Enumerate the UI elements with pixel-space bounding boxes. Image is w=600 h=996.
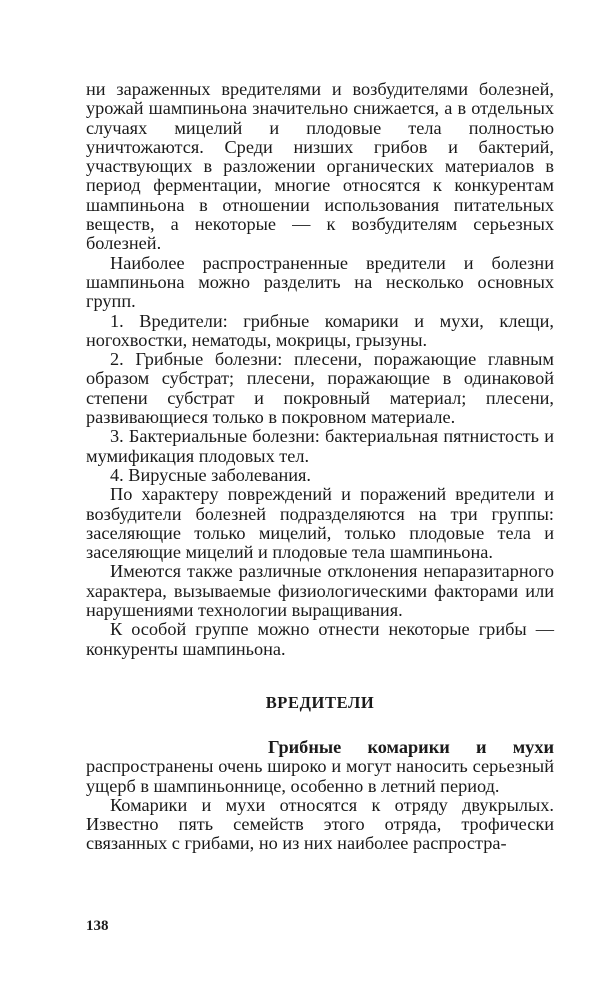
list-item-pests: 1. Вредители: грибные комарики и мухи, клещи, ногохвостки, нематоды, мокрицы, грызуны.	[86, 310, 554, 350]
page-number: 138	[86, 918, 109, 934]
list-item-fungal-diseases: 2. Грибные болезни: плесени, поражающие главным образом субстрат; плесени, поражающие в одинаковой степени субстрат и покровный материал; плесени, развивающиеся только в покровном материале.	[86, 349, 554, 428]
subsection-text: распространены очень широко и могут наносить серьезный ущерб в шампиньоннице, особенно в летний период.	[86, 756, 554, 796]
text-column	[86, 80, 554, 854]
paragraph-non-parasitic: Имеются также различные отклонения непаразитарного характера, вызываемые физиологическими факторами или нарушениями технологии выращивания.	[86, 561, 554, 621]
subsection-run-in-title: Грибные комарики и мухи	[268, 736, 554, 757]
paragraph-diptera: Комарики и мухи относятся к отряду двукрылых. Известно пять семейств этого отряда, трофически связанных с грибами, но из них наиболее распростра-	[86, 794, 554, 854]
paragraph-pest-groups-intro: Наиболее распространенные вредители и болезни шампиньона можно разделить на несколько основных групп.	[86, 252, 554, 312]
paragraph-subsection	[86, 738, 554, 796]
paragraph-continued: ни зараженных вредителями и возбудителями болезней, урожай шампиньона значительно снижается, а в отдельных случаях мицелий и плодовые тела полностью уничтожаются. Среди низших грибов и бактерий, участвующих в разложении органических материалов в период ферментации, многие относятся к конкурентам шампиньона в отношении использования питательных веществ, а некоторые — к возбудителям серьезных болезней.	[86, 79, 554, 254]
list-item-viral-diseases: 4. Вирусные заболевания.	[110, 464, 311, 485]
list-item-bacterial-diseases: 3. Бактериальные болезни: бактериальная пятнистость и мумификация плодовых тел.	[86, 426, 554, 466]
section-heading: ВРЕДИТЕЛИ	[265, 692, 375, 712]
paragraph-competitors: К особой группе можно отнести некоторые грибы — конкуренты шампиньона.	[86, 619, 554, 659]
paragraph-damage-character: По характеру повреждений и поражений вредители и возбудители болезней подразделяются на три группы: заселяющие только мицелий, только плодовые тела и заселяющие мицелий и плодовые тела шампиньона.	[86, 484, 554, 563]
